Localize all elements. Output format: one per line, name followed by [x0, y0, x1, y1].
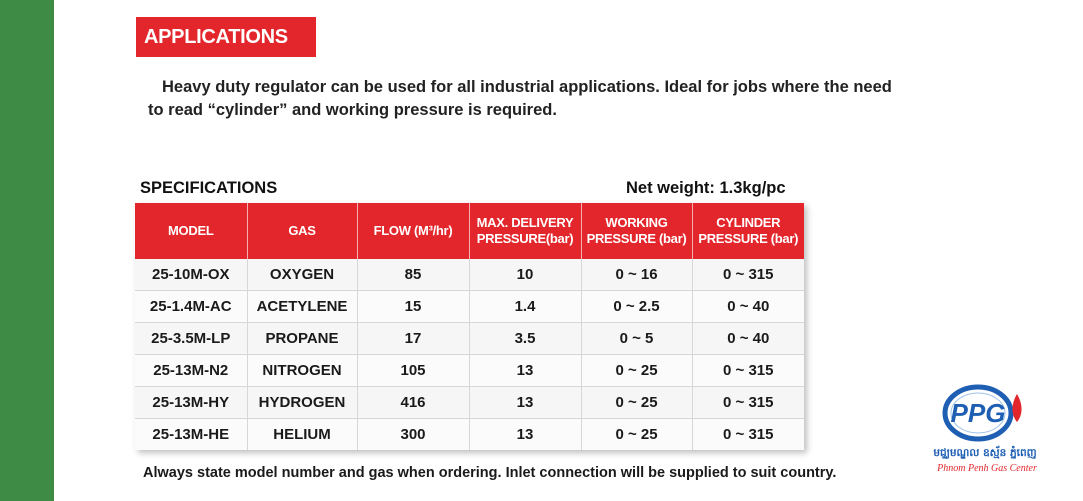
cell-model: 25-13M-HE	[135, 419, 247, 451]
specifications-table	[135, 203, 804, 450]
net-weight-label: Net weight: 1.3kg/pc	[626, 179, 786, 197]
applications-description: Heavy duty regulator can be used for all industrial applications. Ideal for jobs where the need to read “cylinder” and working pressure is required.	[148, 78, 892, 119]
cell-cylinder-pressure: 0 ~ 315	[692, 355, 804, 387]
cell-cylinder-pressure: 0 ~ 315	[692, 419, 804, 451]
cell-gas: HELIUM	[247, 419, 357, 451]
column-header-model: MODEL	[135, 203, 247, 259]
cell-max-delivery-pressure: 10	[469, 259, 581, 291]
cell-cylinder-pressure: 0 ~ 315	[692, 387, 804, 419]
cell-max-delivery-pressure: 13	[469, 387, 581, 419]
cell-working-pressure: 0 ~ 25	[581, 355, 692, 387]
cell-gas: HYDROGEN	[247, 387, 357, 419]
ppg-logo	[918, 382, 1068, 482]
cell-flow: 15	[357, 291, 469, 323]
logo-khmer-name: មជ្ឈមណ្ឌល ឧស្ម័ន ភ្នំពេញ	[933, 447, 1037, 459]
cell-working-pressure: 0 ~ 25	[581, 419, 692, 451]
cell-cylinder-pressure: 0 ~ 40	[692, 323, 804, 355]
cell-model: 25-13M-HY	[135, 387, 247, 419]
specifications-heading: SPECIFICATIONS	[140, 179, 278, 197]
table-row	[135, 323, 804, 355]
column-header-flow: FLOW (M³/hr)	[357, 203, 469, 259]
column-header-working-pressure: WORKING PRESSURE (bar)	[581, 203, 692, 259]
cell-model: 25-10M-OX	[135, 259, 247, 291]
cell-cylinder-pressure: 0 ~ 315	[692, 259, 804, 291]
cell-model: 25-3.5M-LP	[135, 323, 247, 355]
cell-flow: 85	[357, 259, 469, 291]
side-green-bar	[0, 0, 54, 501]
table-header-row	[135, 203, 804, 259]
ordering-note: Always state model number and gas when ordering. Inlet connection will be supplied to suit country.	[143, 465, 837, 481]
cell-max-delivery-pressure: 13	[469, 419, 581, 451]
logo-mark: PPG	[950, 398, 1006, 428]
cell-flow: 17	[357, 323, 469, 355]
cell-gas: NITROGEN	[247, 355, 357, 387]
applications-heading: APPLICATIONS	[136, 17, 316, 57]
logo-english-name: Phnom Penh Gas Center	[937, 463, 1037, 474]
cell-flow: 105	[357, 355, 469, 387]
table-row	[135, 259, 804, 291]
cell-gas: OXYGEN	[247, 259, 357, 291]
column-header-max-delivery-pressure: MAX. DELIVERY PRESSURE(bar)	[469, 203, 581, 259]
cell-model: 25-13M-N2	[135, 355, 247, 387]
cell-flow: 416	[357, 387, 469, 419]
column-header-gas: GAS	[247, 203, 357, 259]
table-row	[135, 419, 804, 451]
cell-max-delivery-pressure: 13	[469, 355, 581, 387]
cell-working-pressure: 0 ~ 25	[581, 387, 692, 419]
column-header-cylinder-pressure: CYLINDER PRESSURE (bar)	[692, 203, 804, 259]
cell-working-pressure: 0 ~ 16	[581, 259, 692, 291]
flame-icon	[1012, 394, 1021, 422]
cell-gas: ACETYLENE	[247, 291, 357, 323]
table-row	[135, 291, 804, 323]
cell-max-delivery-pressure: 3.5	[469, 323, 581, 355]
table-row	[135, 355, 804, 387]
cell-gas: PROPANE	[247, 323, 357, 355]
table-row	[135, 387, 804, 419]
cell-model: 25-1.4M-AC	[135, 291, 247, 323]
cell-cylinder-pressure: 0 ~ 40	[692, 291, 804, 323]
cell-working-pressure: 0 ~ 5	[581, 323, 692, 355]
cell-flow: 300	[357, 419, 469, 451]
cell-working-pressure: 0 ~ 2.5	[581, 291, 692, 323]
cell-max-delivery-pressure: 1.4	[469, 291, 581, 323]
